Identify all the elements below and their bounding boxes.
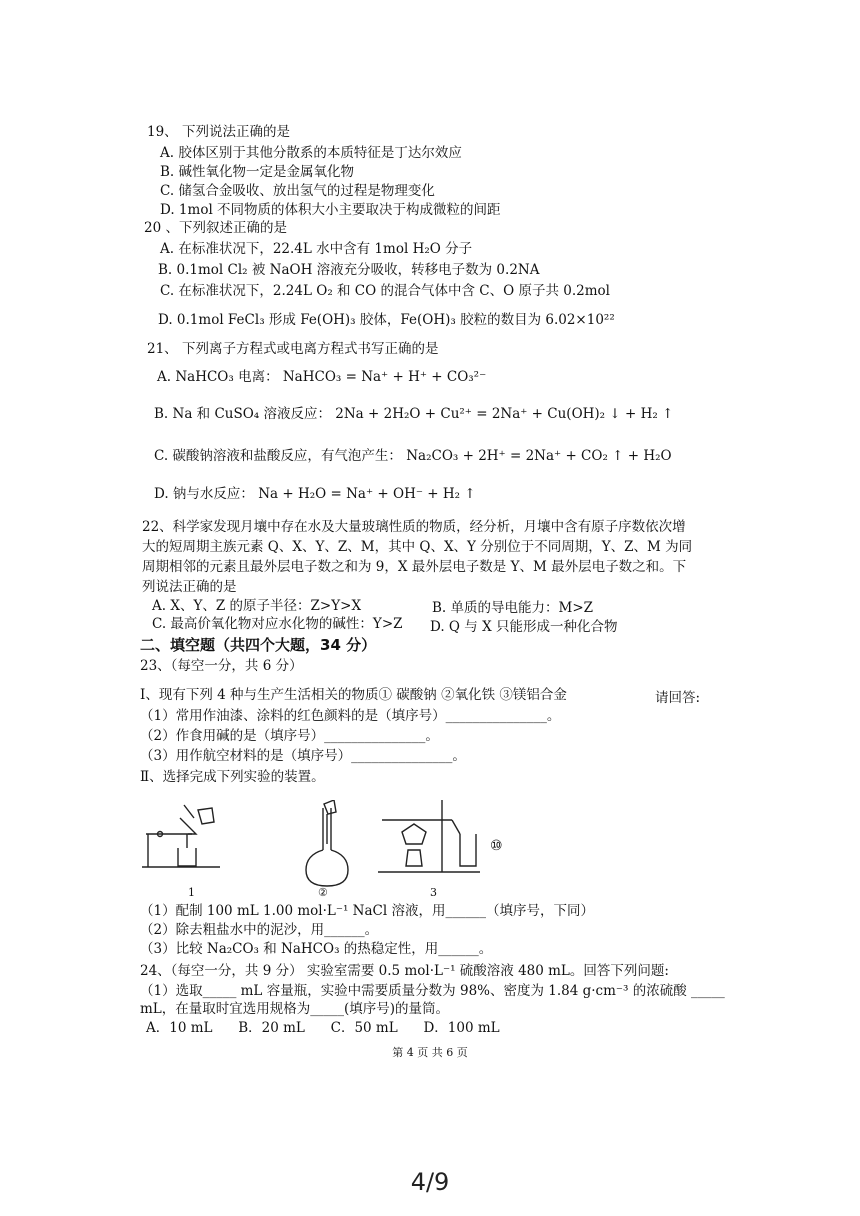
q23-part-2-intro: Ⅱ、选择完成下列实验的装置。 — [140, 769, 325, 785]
q23-experiment-2: （2）除去粗盐水中的泥沙，用______。 — [140, 922, 379, 938]
q24-item-1: （1）选取_____ mL 容量瓶，实验中需要质量分数为 98%、密度为 1.84 g·cm⁻³ 的浓硫酸 _____ — [140, 983, 725, 999]
q19-option-a: A. 胶体区别于其他分散系的本质特征是丁达尔效应 — [160, 145, 462, 161]
apparatus-drawing — [140, 800, 520, 900]
apparatus-3-label: 3 — [430, 886, 437, 899]
question-23-stem: 23、（每空一分，共 6 分） — [140, 658, 303, 674]
question-22-line-4: 列说法正确的是 — [142, 579, 237, 595]
q24-item-1-cont: mL，在量取时宜选用规格为_____(填序号)的量筒。 — [140, 1001, 450, 1017]
q20-option-c: C. 在标准状况下，2.24L O₂ 和 CO 的混合气体中含 C、O 原子共 0.2mol — [160, 283, 610, 299]
q22-option-c: C. 最高价氧化物对应水化物的碱性：Y>Z — [152, 616, 403, 632]
question-20-stem: 20 、下列叙述正确的是 — [144, 220, 287, 236]
page-footer: 第 4 页 共 6 页 — [392, 1046, 468, 1059]
q20-option-b: B. 0.1mol Cl₂ 被 NaOH 溶液充分吸收，转移电子数为 0.2NA — [158, 262, 540, 278]
q23-item-2: （2）作食用碱的是（填序号）_______________。 — [140, 728, 439, 744]
q23-item-1: （1）常用作油漆、涂料的红色颜料的是（填序号）_______________。 — [140, 708, 561, 724]
q22-option-b: B. 单质的导电能力：M>Z — [432, 600, 594, 616]
q19-option-c: C. 储氢合金吸收、放出氢气的过程是物理变化 — [160, 183, 435, 199]
q20-option-a: A. 在标准状况下，22.4L 水中含有 1mol H₂O 分子 — [160, 241, 473, 257]
apparatus-extra-label: ⑩ — [490, 838, 503, 854]
q21-option-b: B. Na 和 CuSO₄ 溶液反应： 2Na + 2H₂O + Cu²⁺ = 2Na⁺ + Cu(OH)₂ ↓ + H₂ ↑ — [154, 406, 674, 422]
question-24-stem: 24、（每空一分，共 9 分） 实验室需要 0.5 mol·L⁻¹ 硫酸溶液 480 mL。回答下列问题: — [140, 963, 669, 979]
q21-option-c: C. 碳酸钠溶液和盐酸反应，有气泡产生： Na₂CO₃ + 2H⁺ = 2Na⁺ + CO₂ ↑ + H₂O — [154, 448, 672, 464]
q23-part-1-intro: Ⅰ、现有下列 4 种与生产生活相关的物质① 碳酸钠 ②氧化铁 ③镁铝合金 — [140, 687, 567, 703]
apparatus-2-label: ② — [318, 886, 328, 899]
question-19-stem: 19、 下列说法正确的是 — [147, 124, 290, 140]
q23-experiment-1: （1）配制 100 mL 1.00 mol·L⁻¹ NaCl 溶液，用______（填序号，下同） — [140, 903, 594, 919]
q22-option-a: A. X、Y、Z 的原子半径：Z>Y>X — [152, 598, 362, 614]
q19-option-d: D. 1mol 不同物质的体积大小主要取决于构成微粒的间距 — [160, 202, 501, 218]
question-22-line-2: 大的短周期主族元素 Q、X、Y、Z、M，其中 Q、X、Y 分别位于不同周期，Y、Z、M 为同 — [142, 539, 693, 555]
section-heading: 二、填空题（共四个大题，34 分） — [140, 636, 377, 654]
apparatus-figure — [140, 800, 520, 900]
page-number: 4/9 — [410, 1168, 450, 1196]
apparatus-1-label: 1 — [188, 886, 195, 899]
question-22-line-1: 22、科学家发现月壤中存在水及大量玻璃性质的物质，经分析，月壤中含有原子序数依次增 — [142, 519, 686, 535]
q21-option-d: D. 钠与水反应： Na + H₂O = Na⁺ + OH⁻ + H₂ ↑ — [154, 486, 476, 502]
q19-option-b: B. 碱性氧化物一定是金属氧化物 — [160, 164, 355, 180]
q23-experiment-3: （3）比较 Na₂CO₃ 和 NaHCO₃ 的热稳定性，用______。 — [140, 941, 493, 957]
question-22-line-3: 周期相邻的元素且最外层电子数之和为 9，X 最外层电子数是 Y、M 最外层电子数之和。下 — [142, 559, 687, 575]
question-21-stem: 21、 下列离子方程式或电离方程式书写正确的是 — [147, 341, 439, 357]
q22-option-d: D. Q 与 X 只能形成一种化合物 — [430, 619, 618, 635]
q23-part-1-tail: 请回答: — [655, 690, 701, 706]
q23-item-3: （3）用作航空材料的是（填序号）_______________。 — [140, 748, 466, 764]
q20-option-d: D. 0.1mol FeCl₃ 形成 Fe(OH)₃ 胶体，Fe(OH)₃ 胶粒的数目为 6.02×10²² — [158, 312, 615, 328]
q24-options: A．10 mL B．20 mL C．50 mL D．100 mL — [146, 1020, 500, 1036]
q21-option-a: A. NaHCO₃ 电离： NaHCO₃ = Na⁺ + H⁺ + CO₃²⁻ — [157, 369, 487, 385]
